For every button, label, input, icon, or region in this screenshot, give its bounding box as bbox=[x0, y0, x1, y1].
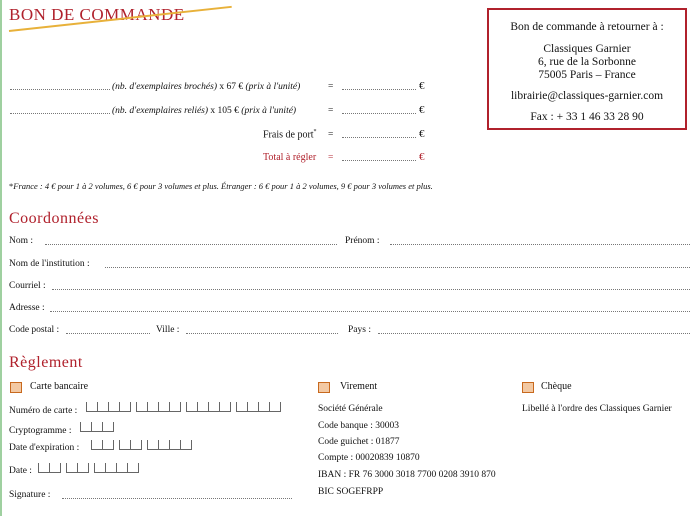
cheque-label: Chèque bbox=[541, 381, 572, 392]
courriel-label: Courriel : bbox=[9, 281, 46, 291]
bound-unit: (prix à l'unité) bbox=[241, 106, 297, 116]
publisher-email[interactable]: librairie@classiques-garnier.com bbox=[510, 90, 664, 102]
brochure-line bbox=[112, 82, 300, 93]
cryptogramme-label: Cryptogramme : bbox=[9, 426, 72, 436]
equals-sign: = bbox=[328, 82, 334, 92]
brochure-qty-field[interactable] bbox=[10, 81, 110, 90]
code-postal-field[interactable] bbox=[66, 325, 150, 334]
iban: IBAN : FR 76 3000 3018 7700 0208 3910 870 bbox=[318, 470, 496, 480]
total-amount-field[interactable] bbox=[342, 152, 416, 161]
equals-sign: = bbox=[328, 153, 334, 163]
brochure-price: x 67 € bbox=[219, 82, 244, 92]
return-heading: Bon de commande à retourner à : bbox=[510, 21, 664, 33]
virement-label: Virement bbox=[340, 381, 378, 392]
date-boxes[interactable] bbox=[38, 463, 138, 473]
publisher-street: 6, rue de la Sorbonne bbox=[537, 56, 637, 68]
shipping-label: Frais de port* bbox=[263, 129, 317, 141]
expiration-boxes[interactable] bbox=[91, 440, 191, 450]
account-number: Compte : 00020839 10870 bbox=[318, 453, 420, 463]
bound-label: (nb. d'exemplaires reliés) bbox=[112, 106, 209, 116]
currency-euro: € bbox=[419, 80, 425, 92]
equals-sign: = bbox=[328, 130, 334, 140]
nom-field[interactable] bbox=[45, 236, 337, 245]
virement-checkbox[interactable] bbox=[318, 382, 330, 393]
code-postal-label: Code postal : bbox=[9, 325, 60, 335]
cheque-instructions: Libellé à l'ordre des Classiques Garnier bbox=[522, 404, 672, 414]
total-label: Total à régler bbox=[263, 152, 317, 163]
bound-line bbox=[112, 106, 296, 117]
signature-label: Signature : bbox=[9, 490, 51, 500]
carte-bancaire-label: Carte bancaire bbox=[30, 381, 89, 392]
code-banque: Code banque : 30003 bbox=[318, 421, 400, 431]
bank-name: Société Générale bbox=[318, 404, 383, 414]
signature-field[interactable] bbox=[62, 490, 292, 499]
publisher-fax: Fax : + 33 1 46 33 28 90 bbox=[530, 111, 644, 123]
brochure-unit: (prix à l'unité) bbox=[245, 82, 301, 92]
numero-carte-label: Numéro de carte : bbox=[9, 406, 78, 416]
courriel-field[interactable] bbox=[52, 281, 690, 290]
left-margin-rule bbox=[0, 0, 2, 516]
publisher-name: Classiques Garnier bbox=[543, 43, 631, 55]
adresse-label: Adresse : bbox=[9, 303, 45, 313]
card-number-boxes[interactable] bbox=[86, 402, 280, 412]
equals-sign: = bbox=[328, 106, 334, 116]
nom-label: Nom : bbox=[9, 236, 34, 246]
bound-amount-field[interactable] bbox=[342, 105, 416, 114]
ville-field[interactable] bbox=[186, 325, 338, 334]
cvv-boxes[interactable] bbox=[80, 422, 113, 432]
reglement-heading: Règlement bbox=[9, 354, 83, 371]
return-address-box bbox=[487, 8, 687, 130]
cheque-checkbox[interactable] bbox=[522, 382, 534, 393]
brochure-amount-field[interactable] bbox=[342, 81, 416, 90]
institution-field[interactable] bbox=[105, 259, 690, 268]
page-title: BON DE COMMANDE bbox=[9, 5, 185, 24]
institution-label: Nom de l'institution : bbox=[9, 259, 90, 269]
shipping-note: *France : 4 € pour 1 à 2 volumes, 6 € pour 3 volumes et plus. Étranger : 6 € pour 1 à 2 volumes, 9 € pour 3 volumes et plus. bbox=[9, 181, 433, 191]
prenom-label: Prénom : bbox=[345, 236, 380, 246]
brochure-label: (nb. d'exemplaires brochés) bbox=[112, 82, 218, 92]
currency-euro: € bbox=[419, 104, 425, 116]
ville-label: Ville : bbox=[156, 325, 180, 335]
shipping-amount-field[interactable] bbox=[342, 129, 416, 138]
date-label: Date : bbox=[9, 466, 32, 476]
bound-price: x 105 € bbox=[210, 106, 239, 116]
currency-euro: € bbox=[419, 128, 425, 140]
bic: BIC SOGEFRPP bbox=[318, 487, 384, 497]
adresse-field[interactable] bbox=[50, 303, 690, 312]
expiration-label: Date d'expiration : bbox=[9, 443, 80, 453]
code-guichet: Code guichet : 01877 bbox=[318, 437, 400, 447]
currency-euro: € bbox=[419, 151, 425, 163]
coordonnees-heading: Coordonnées bbox=[9, 210, 99, 227]
pays-label: Pays : bbox=[348, 325, 371, 335]
carte-bancaire-checkbox[interactable] bbox=[10, 382, 22, 393]
publisher-city: 75005 Paris – France bbox=[538, 69, 636, 81]
prenom-field[interactable] bbox=[390, 236, 690, 245]
pays-field[interactable] bbox=[378, 325, 690, 334]
bound-qty-field[interactable] bbox=[10, 105, 110, 114]
